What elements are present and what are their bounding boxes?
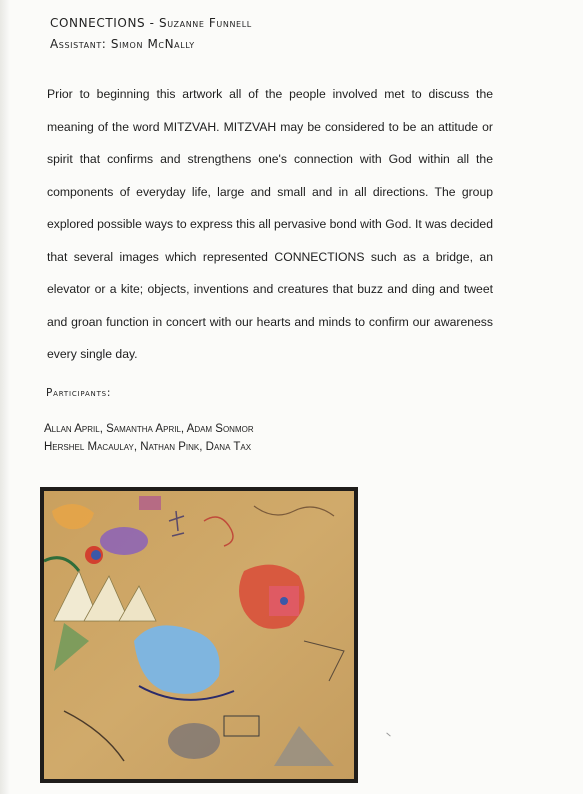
participants-line-1: Allan April, Samantha April, Adam Sonmor [44, 423, 254, 435]
pink-block [139, 496, 161, 510]
participants-list [44, 420, 254, 456]
purple-cloud [100, 527, 148, 555]
artwork-photo [40, 487, 358, 783]
artwork-painting [44, 491, 354, 779]
figure-eye [280, 597, 288, 605]
participants-heading: Participants: [46, 387, 112, 399]
blue-dot [91, 550, 101, 560]
grey-blob [168, 723, 220, 759]
assistant-credit: Assistant: Simon McNally [50, 37, 195, 51]
document-title: CONNECTIONS - Suzanne Funnell [50, 16, 252, 30]
participants-line-2: Hershel Macaulay, Nathan Pink, Dana Tax [44, 441, 252, 453]
stray-mark [386, 733, 390, 737]
page-edge-shadow [0, 0, 10, 794]
description-paragraph: Prior to beginning this artwork all of the people involved met to discuss the meaning of the word MITZVAH. MITZVAH may be considered to be an attitude or spirit that confirms and strengthens one's connection with God within all the components of everyday life, large and small and in all directions. The group explored possible ways to express this all pervasive bond with God. It was decided that several images which represented CONNECTIONS such as a bridge, an elevator or a kite; objects, inventions and creatures that buzz and ding and tweet and groan function in concert with our hearts and minds to confirm our awareness every single day. [47, 87, 493, 361]
